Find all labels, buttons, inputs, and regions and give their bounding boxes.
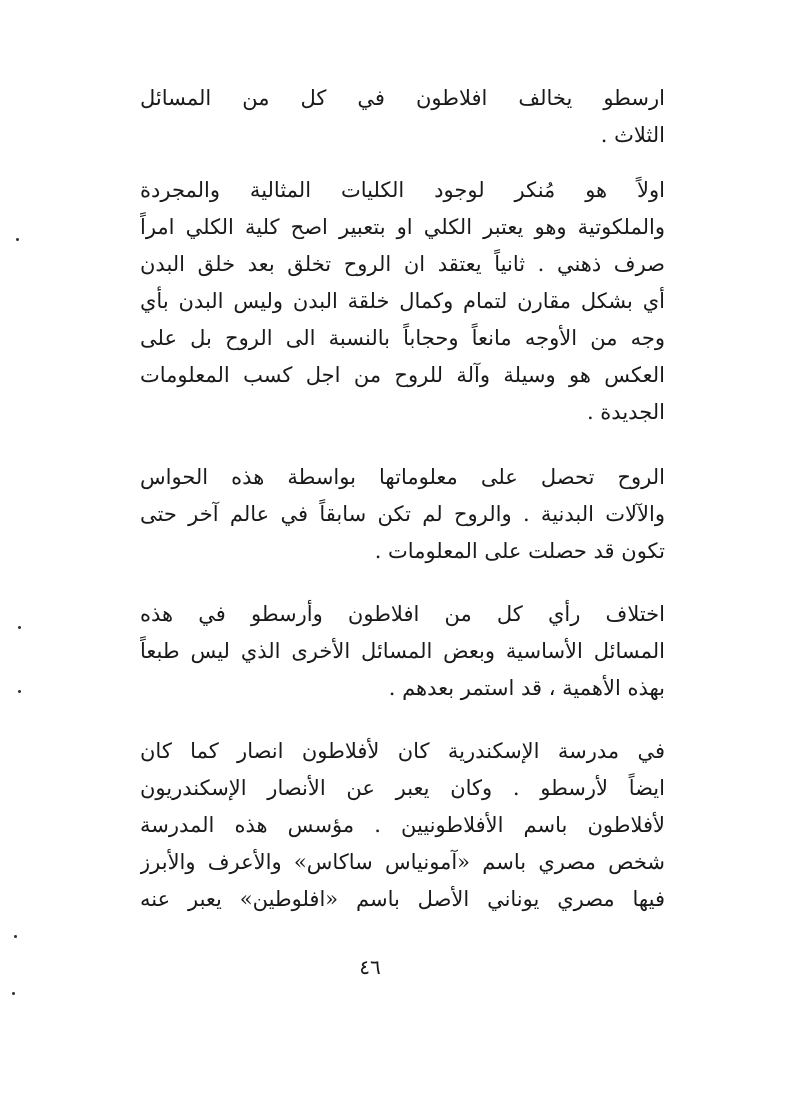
paragraph-line: وجه من الأوجه مانعاً وحجاباً بالنسبة الى الروح بل على xyxy=(140,326,665,350)
paragraph-3 xyxy=(140,459,665,570)
paragraph-4 xyxy=(140,596,665,707)
scan-speck xyxy=(18,626,21,629)
paragraph-5 xyxy=(140,733,665,918)
paragraph-line: في مدرسة الإسكندرية كان لأفلاطون انصار كما كان xyxy=(140,739,665,763)
paragraph-line: فيها مصري يوناني الأصل باسم «افلوطين» يعبر عنه xyxy=(140,887,665,911)
scan-speck xyxy=(14,935,17,938)
paragraph-line: اولاً هو مُنكر لوجود الكليات المثالية والمجردة xyxy=(140,178,665,202)
paragraph-line: والملكوتية وهو يعتبر الكلي او بتعبير اصح كلية الكلي امراً xyxy=(140,215,665,239)
paragraph-line: أي بشكل مقارن لتمام وكمال خلقة البدن وليس البدن بأي xyxy=(140,289,665,313)
scan-speck xyxy=(16,238,19,241)
page-number: ٤٦ xyxy=(359,955,381,979)
paragraph-line: تكون قد حصلت على المعلومات . xyxy=(374,539,665,563)
scan-speck xyxy=(18,690,21,693)
paragraph-line: المسائل الأساسية وبعض المسائل الأخرى الذي ليس طبعاً xyxy=(140,639,665,663)
paragraph-line: ارسطو يخالف افلاطون في كل من المسائل xyxy=(140,86,665,110)
paragraph-line: صرف ذهني . ثانياً يعتقد ان الروح تخلق بعد خلق البدن xyxy=(140,252,665,276)
paragraph-line: لأفلاطون باسم الأفلاطونيين . مؤسس هذه المدرسة xyxy=(140,813,665,837)
paragraph-line: العكس هو وسيلة وآلة للروح من اجل كسب المعلومات xyxy=(140,363,665,387)
paragraph-line: والآلات البدنية . والروح لم تكن سابقاً في عالم آخر حتى xyxy=(140,502,665,526)
scan-speck xyxy=(12,992,15,995)
paragraph-line: شخص مصري باسم «آمونياس ساكاس» والأعرف والأبرز xyxy=(140,850,665,874)
paragraph-line: ايضاً لأرسطو . وكان يعبر عن الأنصار الإسكندريون xyxy=(140,776,665,800)
paragraph-1 xyxy=(140,80,665,154)
paragraph-2 xyxy=(140,172,665,431)
paragraph-line: بهذه الأهمية ، قد استمر بعدهم . xyxy=(388,676,665,700)
paragraph-line: اختلاف رأي كل من افلاطون وأرسطو في هذه xyxy=(140,602,665,626)
paragraph-line: الروح تحصل على معلوماتها بواسطة هذه الحواس xyxy=(140,465,665,489)
paragraph-line: الجديدة . xyxy=(586,400,665,424)
paragraph-line: الثلاث . xyxy=(600,123,665,147)
